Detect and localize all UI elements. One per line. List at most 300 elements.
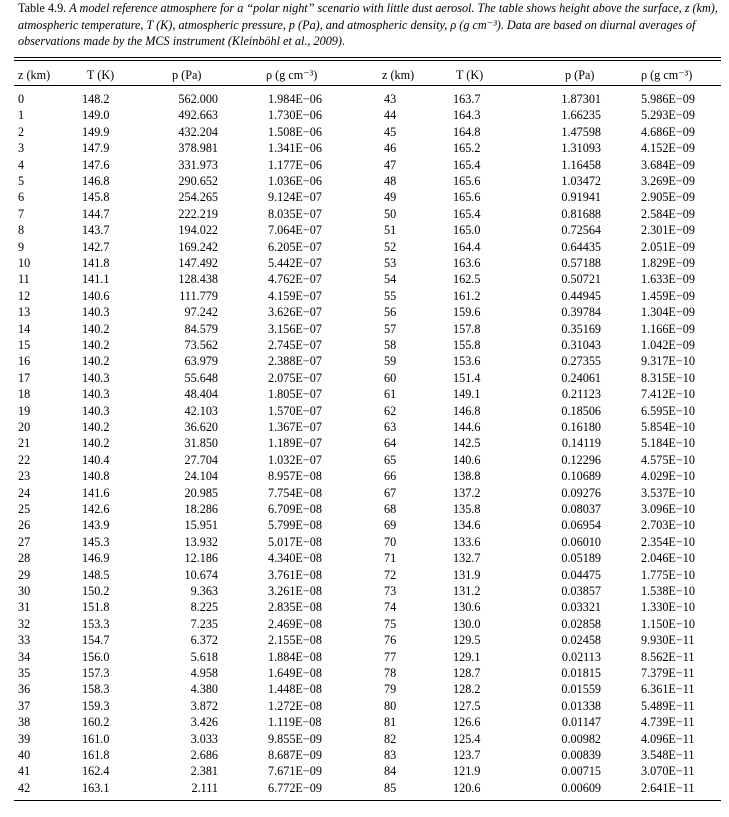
- cell-z-left: 13: [18, 305, 31, 320]
- cell-p-left: 9.363: [190, 584, 218, 598]
- cell-rho-right: 1.829E−09: [641, 256, 695, 270]
- cell-z-left: 42: [18, 780, 31, 795]
- cell-rho-left: 1.177E−06: [268, 157, 322, 172]
- header-z-left: z (km): [18, 68, 51, 82]
- cell-p-right: 0.57188: [561, 256, 601, 270]
- cell-p-right: 0.00982: [561, 731, 601, 746]
- cell-rho-right: 4.152E−09: [641, 141, 695, 156]
- cell-rho-right: 7.379E−11: [641, 666, 695, 680]
- cell-rho-right: 5.184E−10: [641, 436, 695, 451]
- cell-p-left: 13.932: [184, 534, 218, 549]
- cell-t-right: 163.6: [453, 256, 481, 270]
- cell-z-right: 71: [384, 551, 397, 566]
- cell-p-right: 0.06954: [561, 518, 601, 533]
- cell-p-left: 2.111: [191, 780, 218, 795]
- cell-z-left: 31: [18, 600, 31, 615]
- cell-rho-left: 7.064E−07: [268, 223, 322, 238]
- top-rule: [14, 57, 721, 58]
- cell-z-right: 82: [384, 731, 397, 746]
- cell-t-left: 140.2: [82, 338, 110, 352]
- cell-p-left: 4.958: [190, 666, 218, 680]
- cell-t-right: 128.7: [453, 666, 481, 680]
- cell-t-left: 145.8: [82, 190, 110, 205]
- cell-p-right: 0.50721: [561, 272, 601, 287]
- cell-t-right: 164.4: [453, 239, 481, 254]
- cell-p-left: 15.951: [184, 518, 218, 533]
- cell-t-right: 163.7: [453, 92, 481, 106]
- cell-z-left: 14: [18, 321, 31, 336]
- cell-p-left: 169.242: [178, 239, 218, 254]
- cell-p-left: 290.652: [178, 174, 218, 188]
- cell-rho-left: 1.189E−07: [268, 436, 322, 451]
- cell-p-right: 0.10689: [561, 469, 601, 484]
- cell-p-right: 0.01338: [561, 698, 601, 713]
- cell-t-right: 153.6: [453, 354, 481, 369]
- cell-t-right: 165.2: [453, 141, 481, 156]
- cell-t-right: 165.6: [453, 174, 481, 188]
- cell-t-right: 165.4: [453, 157, 481, 172]
- cell-p-right: 0.14119: [561, 436, 601, 451]
- cell-z-left: 2: [18, 124, 25, 139]
- cell-p-right: 0.03857: [561, 584, 601, 598]
- cell-t-left: 140.3: [82, 403, 110, 418]
- cell-p-right: 1.66235: [561, 108, 601, 123]
- cell-rho-left: 1.984E−06: [268, 92, 322, 106]
- header-p-left: p (Pa): [172, 68, 202, 82]
- cell-rho-left: 1.448E−08: [268, 682, 322, 697]
- cell-rho-left: 1.272E−08: [268, 698, 322, 713]
- cell-rho-left: 2.075E−07: [268, 370, 322, 385]
- cell-rho-left: 3.761E−08: [268, 567, 322, 582]
- cell-p-right: 0.12296: [561, 452, 601, 467]
- cell-t-left: 142.6: [82, 502, 110, 516]
- cell-t-right: 134.6: [453, 518, 481, 533]
- cell-t-right: 164.3: [453, 108, 481, 123]
- cell-rho-right: 1.304E−09: [641, 305, 695, 320]
- cell-t-left: 143.9: [82, 518, 110, 533]
- cell-t-right: 123.7: [453, 748, 481, 762]
- cell-z-left: 40: [18, 748, 31, 762]
- cell-z-right: 84: [384, 764, 397, 779]
- cell-z-right: 69: [384, 518, 397, 533]
- cell-rho-right: 2.046E−10: [641, 551, 695, 566]
- cell-t-right: 159.6: [453, 305, 481, 320]
- cell-z-right: 43: [384, 92, 397, 106]
- cell-z-left: 38: [18, 715, 31, 730]
- cell-p-right: 1.47598: [561, 124, 601, 139]
- cell-z-right: 85: [384, 780, 397, 795]
- cell-z-left: 27: [18, 534, 31, 549]
- cell-z-right: 68: [384, 502, 397, 516]
- cell-p-right: 1.31093: [561, 141, 601, 156]
- cell-rho-right: 2.641E−11: [641, 780, 695, 795]
- cell-z-right: 61: [384, 387, 397, 402]
- cell-p-left: 128.438: [178, 272, 218, 287]
- cell-p-right: 0.81688: [561, 206, 601, 221]
- cell-t-right: 135.8: [453, 502, 481, 516]
- cell-rho-right: 1.042E−09: [641, 338, 695, 352]
- cell-z-right: 73: [384, 584, 397, 598]
- cell-z-left: 23: [18, 469, 31, 484]
- cell-z-left: 20: [18, 420, 31, 434]
- cell-z-left: 37: [18, 698, 31, 713]
- cell-t-left: 160.2: [82, 715, 110, 730]
- cell-p-right: 0.00609: [561, 780, 601, 795]
- cell-rho-right: 1.459E−09: [641, 288, 695, 303]
- cell-t-left: 141.8: [82, 256, 110, 270]
- cell-z-right: 76: [384, 633, 397, 648]
- cell-z-right: 65: [384, 452, 397, 467]
- cell-p-left: 2.381: [190, 764, 218, 779]
- header-rule: [14, 85, 721, 86]
- cell-t-left: 158.3: [82, 682, 110, 697]
- cell-p-left: 331.973: [178, 157, 218, 172]
- cell-z-left: 17: [18, 370, 31, 385]
- cell-z-left: 22: [18, 452, 31, 467]
- cell-rho-right: 1.150E−10: [641, 616, 695, 631]
- cell-rho-right: 1.330E−10: [641, 600, 695, 615]
- cell-t-left: 140.8: [82, 469, 110, 484]
- cell-p-right: 0.02858: [561, 616, 601, 631]
- cell-t-left: 149.9: [82, 124, 110, 139]
- cell-p-left: 5.618: [190, 649, 218, 664]
- cell-t-left: 140.2: [82, 420, 110, 434]
- cell-rho-left: 7.671E−09: [268, 764, 322, 779]
- cell-rho-left: 6.205E−07: [268, 239, 322, 254]
- cell-z-right: 78: [384, 666, 397, 680]
- cell-rho-left: 8.687E−09: [268, 748, 322, 762]
- cell-t-left: 157.3: [82, 666, 110, 680]
- cell-p-left: 432.204: [178, 124, 218, 139]
- cell-z-left: 3: [18, 141, 25, 156]
- cell-rho-right: 6.361E−11: [641, 682, 695, 697]
- cell-p-right: 0.35169: [561, 321, 601, 336]
- cell-rho-left: 1.649E−08: [268, 666, 322, 680]
- cell-rho-right: 2.354E−10: [641, 534, 695, 549]
- cell-t-right: 131.2: [453, 584, 481, 598]
- cell-t-left: 148.5: [82, 567, 110, 582]
- cell-rho-left: 4.340E−08: [268, 551, 322, 566]
- cell-t-left: 148.2: [82, 92, 110, 106]
- cell-z-left: 34: [18, 649, 31, 664]
- cell-t-left: 153.3: [82, 616, 110, 631]
- cell-t-right: 151.4: [453, 370, 481, 385]
- cell-z-left: 36: [18, 682, 31, 697]
- cell-p-left: 147.492: [178, 256, 218, 270]
- cell-p-right: 1.16458: [561, 157, 601, 172]
- cell-t-right: 137.2: [453, 485, 481, 500]
- cell-rho-left: 1.570E−07: [268, 403, 322, 418]
- cell-t-left: 144.7: [82, 206, 110, 221]
- cell-z-right: 55: [384, 288, 397, 303]
- cell-rho-right: 9.317E−10: [641, 354, 695, 369]
- cell-z-right: 44: [384, 108, 397, 123]
- cell-z-right: 45: [384, 124, 397, 139]
- cell-p-left: 222.219: [178, 206, 218, 221]
- caption-label: Table 4.9.: [18, 1, 67, 15]
- cell-p-left: 562.000: [178, 92, 218, 106]
- cell-rho-right: 3.537E−10: [641, 485, 695, 500]
- cell-p-right: 0.21123: [561, 387, 601, 402]
- cell-z-right: 53: [384, 256, 397, 270]
- cell-rho-right: 2.051E−09: [641, 239, 695, 254]
- cell-p-left: 24.104: [184, 469, 218, 484]
- cell-z-left: 32: [18, 616, 31, 631]
- cell-rho-left: 5.799E−08: [268, 518, 322, 533]
- cell-t-left: 140.3: [82, 370, 110, 385]
- cell-rho-right: 4.686E−09: [641, 124, 695, 139]
- cell-z-right: 79: [384, 682, 397, 697]
- table-caption: [18, 0, 718, 50]
- cell-z-left: 41: [18, 764, 31, 779]
- cell-p-left: 2.686: [190, 748, 218, 762]
- cell-z-right: 63: [384, 420, 397, 434]
- cell-p-right: 0.91941: [561, 190, 601, 205]
- cell-p-right: 0.27355: [561, 354, 601, 369]
- cell-z-left: 6: [18, 190, 25, 205]
- cell-z-right: 60: [384, 370, 397, 385]
- cell-rho-left: 1.032E−07: [268, 452, 322, 467]
- cell-z-right: 46: [384, 141, 397, 156]
- cell-rho-right: 1.538E−10: [641, 584, 695, 598]
- cell-rho-right: 3.684E−09: [641, 157, 695, 172]
- cell-p-right: 0.01147: [561, 715, 601, 730]
- cell-p-left: 378.981: [178, 141, 218, 156]
- cell-rho-left: 9.124E−07: [268, 190, 322, 205]
- cell-p-left: 63.979: [184, 354, 218, 369]
- cell-z-left: 10: [18, 256, 31, 270]
- cell-rho-left: 7.754E−08: [268, 485, 322, 500]
- cell-rho-right: 2.703E−10: [641, 518, 695, 533]
- cell-z-right: 62: [384, 403, 397, 418]
- cell-p-right: 0.18506: [561, 403, 601, 418]
- cell-p-left: 36.620: [184, 420, 218, 434]
- cell-p-right: 0.72564: [561, 223, 601, 238]
- cell-rho-left: 9.855E−09: [268, 731, 322, 746]
- cell-p-right: 0.00839: [561, 748, 601, 762]
- cell-z-right: 74: [384, 600, 397, 615]
- cell-z-left: 39: [18, 731, 31, 746]
- cell-t-right: 165.6: [453, 190, 481, 205]
- cell-p-left: 97.242: [184, 305, 218, 320]
- cell-t-left: 146.9: [82, 551, 110, 566]
- cell-z-right: 72: [384, 567, 397, 582]
- cell-rho-right: 3.269E−09: [641, 174, 695, 188]
- cell-t-left: 140.4: [82, 452, 110, 467]
- top-rule-second: [14, 60, 721, 61]
- cell-p-left: 4.380: [190, 682, 218, 697]
- cell-rho-right: 4.096E−11: [641, 731, 695, 746]
- cell-rho-left: 2.469E−08: [268, 616, 322, 631]
- cell-z-right: 75: [384, 616, 397, 631]
- cell-rho-left: 1.884E−08: [268, 649, 322, 664]
- cell-p-right: 1.87301: [561, 92, 601, 106]
- cell-rho-left: 2.388E−07: [268, 354, 322, 369]
- cell-t-left: 151.8: [82, 600, 110, 615]
- cell-rho-right: 3.548E−11: [641, 748, 695, 762]
- cell-rho-left: 8.035E−07: [268, 206, 322, 221]
- header-t-left: T (K): [87, 68, 115, 82]
- cell-t-left: 150.2: [82, 584, 110, 598]
- cell-z-right: 81: [384, 715, 397, 730]
- cell-t-right: 164.8: [453, 124, 481, 139]
- cell-rho-right: 1.166E−09: [641, 321, 695, 336]
- cell-t-right: 138.8: [453, 469, 481, 484]
- cell-z-left: 4: [18, 157, 25, 172]
- cell-z-left: 35: [18, 666, 31, 680]
- cell-p-left: 8.225: [190, 600, 218, 615]
- header-t-right: T (K): [456, 68, 484, 82]
- cell-rho-right: 4.029E−10: [641, 469, 695, 484]
- cell-rho-right: 6.595E−10: [641, 403, 695, 418]
- cell-z-left: 5: [18, 174, 25, 188]
- cell-rho-left: 2.835E−08: [268, 600, 322, 615]
- cell-z-left: 11: [18, 272, 30, 287]
- cell-t-right: 121.9: [453, 764, 481, 779]
- cell-p-right: 0.31043: [561, 338, 601, 352]
- cell-rho-left: 1.119E−08: [268, 715, 322, 730]
- cell-z-right: 52: [384, 239, 397, 254]
- cell-t-left: 147.6: [82, 157, 110, 172]
- cell-p-left: 111.779: [179, 288, 218, 303]
- cell-t-left: 147.9: [82, 141, 110, 156]
- cell-z-right: 58: [384, 338, 397, 352]
- cell-rho-right: 8.562E−11: [641, 649, 695, 664]
- cell-rho-right: 8.315E−10: [641, 370, 695, 385]
- cell-t-right: 120.6: [453, 780, 481, 795]
- cell-p-right: 0.09276: [561, 485, 601, 500]
- cell-p-right: 1.03472: [561, 174, 601, 188]
- cell-z-left: 18: [18, 387, 31, 402]
- cell-z-right: 54: [384, 272, 397, 287]
- cell-rho-left: 1.367E−07: [268, 420, 322, 434]
- header-rho-right: ρ (g cm⁻³): [641, 68, 693, 82]
- cell-z-left: 30: [18, 584, 31, 598]
- cell-p-right: 0.16180: [561, 420, 601, 434]
- cell-z-right: 47: [384, 157, 397, 172]
- cell-p-left: 73.562: [184, 338, 218, 352]
- cell-p-left: 10.674: [184, 567, 218, 582]
- cell-t-right: 146.8: [453, 403, 481, 418]
- cell-p-left: 12.186: [184, 551, 218, 566]
- cell-rho-left: 5.017E−08: [268, 534, 322, 549]
- cell-z-right: 59: [384, 354, 397, 369]
- cell-t-left: 143.7: [82, 223, 110, 238]
- cell-z-left: 16: [18, 354, 31, 369]
- cell-t-left: 140.2: [82, 321, 110, 336]
- cell-t-right: 126.6: [453, 715, 481, 730]
- cell-z-right: 80: [384, 698, 397, 713]
- cell-p-left: 48.404: [184, 387, 218, 402]
- cell-t-right: 161.2: [453, 288, 481, 303]
- cell-z-left: 29: [18, 567, 31, 582]
- cell-z-right: 56: [384, 305, 397, 320]
- cell-z-left: 24: [18, 485, 31, 500]
- cell-rho-left: 1.036E−06: [268, 174, 322, 188]
- cell-rho-right: 4.739E−11: [641, 715, 695, 730]
- cell-z-right: 49: [384, 190, 397, 205]
- cell-p-right: 0.03321: [561, 600, 601, 615]
- cell-p-left: 3.033: [190, 731, 218, 746]
- cell-p-left: 492.663: [178, 108, 218, 123]
- cell-t-left: 141.6: [82, 485, 110, 500]
- cell-rho-right: 5.986E−09: [641, 92, 695, 106]
- cell-t-left: 161.8: [82, 748, 110, 762]
- cell-z-left: 1: [18, 108, 25, 123]
- cell-rho-left: 8.957E−08: [268, 469, 322, 484]
- cell-rho-right: 5.293E−09: [641, 108, 695, 123]
- header-z-right: z (km): [382, 68, 415, 82]
- cell-p-right: 0.39784: [561, 305, 601, 320]
- cell-p-right: 0.44945: [561, 288, 601, 303]
- cell-p-left: 7.235: [190, 616, 218, 631]
- cell-t-right: 130.0: [453, 616, 481, 631]
- cell-p-right: 0.64435: [561, 239, 601, 254]
- cell-p-right: 0.04475: [561, 567, 601, 582]
- cell-t-right: 144.6: [453, 420, 481, 434]
- cell-t-right: 127.5: [453, 698, 481, 713]
- cell-rho-left: 3.261E−08: [268, 584, 322, 598]
- cell-p-right: 0.24061: [561, 370, 601, 385]
- cell-t-right: 128.2: [453, 682, 481, 697]
- cell-rho-right: 1.633E−09: [641, 272, 695, 287]
- cell-t-right: 165.0: [453, 223, 481, 238]
- cell-z-left: 26: [18, 518, 31, 533]
- cell-t-right: 142.5: [453, 436, 481, 451]
- cell-rho-right: 2.301E−09: [641, 223, 695, 238]
- cell-z-right: 67: [384, 485, 397, 500]
- cell-z-right: 51: [384, 223, 397, 238]
- cell-p-left: 18.286: [184, 502, 218, 516]
- cell-t-right: 165.4: [453, 206, 481, 221]
- bottom-rule: [14, 800, 721, 801]
- cell-z-left: 21: [18, 436, 31, 451]
- cell-rho-right: 5.854E−10: [641, 420, 695, 434]
- cell-rho-right: 4.575E−10: [641, 452, 695, 467]
- cell-z-left: 28: [18, 551, 31, 566]
- cell-z-left: 12: [18, 288, 31, 303]
- cell-z-right: 66: [384, 469, 397, 484]
- cell-rho-left: 1.341E−06: [268, 141, 322, 156]
- cell-z-right: 83: [384, 748, 397, 762]
- cell-t-left: 146.8: [82, 174, 110, 188]
- cell-rho-left: 2.745E−07: [268, 338, 322, 352]
- cell-p-left: 3.872: [190, 698, 218, 713]
- cell-t-left: 140.2: [82, 354, 110, 369]
- cell-t-left: 156.0: [82, 649, 110, 664]
- cell-rho-left: 1.730E−06: [268, 108, 322, 123]
- cell-t-right: 140.6: [453, 452, 481, 467]
- cell-p-right: 0.08037: [561, 502, 601, 516]
- cell-p-left: 42.103: [184, 403, 218, 418]
- cell-p-right: 0.02113: [561, 649, 601, 664]
- cell-p-right: 0.05189: [561, 551, 601, 566]
- cell-rho-left: 4.159E−07: [268, 288, 322, 303]
- cell-t-left: 141.1: [82, 272, 110, 287]
- cell-p-left: 84.579: [184, 321, 218, 336]
- cell-rho-left: 3.626E−07: [268, 305, 322, 320]
- cell-rho-left: 6.772E−09: [268, 780, 322, 795]
- cell-p-left: 55.648: [184, 370, 218, 385]
- cell-rho-right: 5.489E−11: [641, 698, 695, 713]
- cell-z-right: 48: [384, 174, 397, 188]
- cell-p-left: 194.022: [178, 223, 218, 238]
- cell-t-left: 149.0: [82, 108, 110, 123]
- cell-p-right: 0.00715: [561, 764, 601, 779]
- cell-rho-right: 9.930E−11: [641, 633, 695, 648]
- cell-rho-left: 3.156E−07: [268, 321, 322, 336]
- cell-t-right: 149.1: [453, 387, 481, 402]
